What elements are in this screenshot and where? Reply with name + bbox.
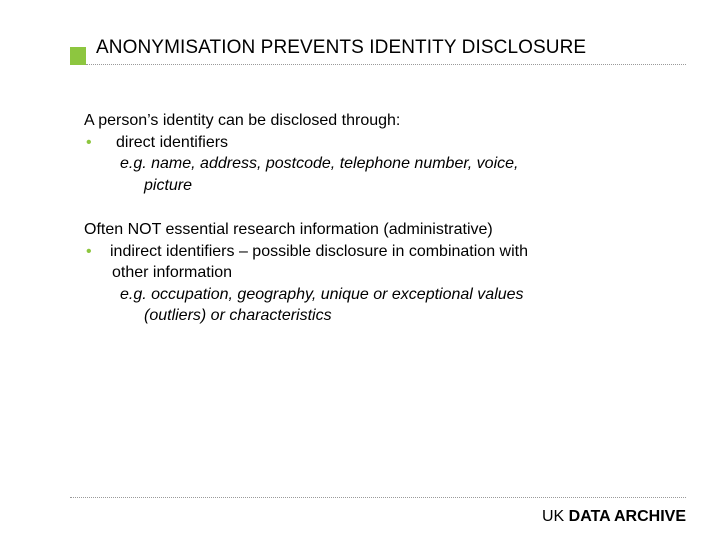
title-accent-bar: [70, 47, 86, 65]
title-divider: [86, 64, 686, 65]
indirect-example-line-1: e.g. occupation, geography, unique or exceptional values: [120, 285, 524, 303]
logo-prefix: UK: [541, 508, 565, 525]
footer-divider: [70, 497, 686, 498]
bullet-direct-identifiers: [84, 132, 684, 154]
direct-identifiers-label: direct identifiers: [116, 133, 229, 151]
intro-text: A person’s identity can be disclosed through:: [84, 112, 401, 129]
bullet-icon: •: [86, 242, 92, 260]
paragraph-spacer: [84, 196, 684, 219]
bullet-icon: •: [86, 133, 92, 151]
administrative-note: Often NOT essential research information (administrative): [84, 221, 493, 238]
logo-bold-text: DATA ARCHIVE: [568, 508, 686, 525]
direct-example-line-2: picture: [144, 176, 193, 194]
bullet-indirect-identifiers: [84, 241, 684, 263]
indirect-identifiers-label: indirect identifiers – possible disclosure in combination with: [110, 242, 528, 260]
direct-example-line-1: e.g. name, address, postcode, telephone number, voice,: [120, 155, 519, 172]
slide-body: [84, 110, 684, 327]
uk-data-archive-logo: [542, 508, 686, 526]
slide-title: ANONYMISATION PREVENTS IDENTITY DISCLOSURE: [96, 37, 587, 58]
indirect-label-line-2: other information: [112, 264, 233, 281]
indirect-example-line-2: (outliers) or characteristics: [144, 307, 332, 324]
